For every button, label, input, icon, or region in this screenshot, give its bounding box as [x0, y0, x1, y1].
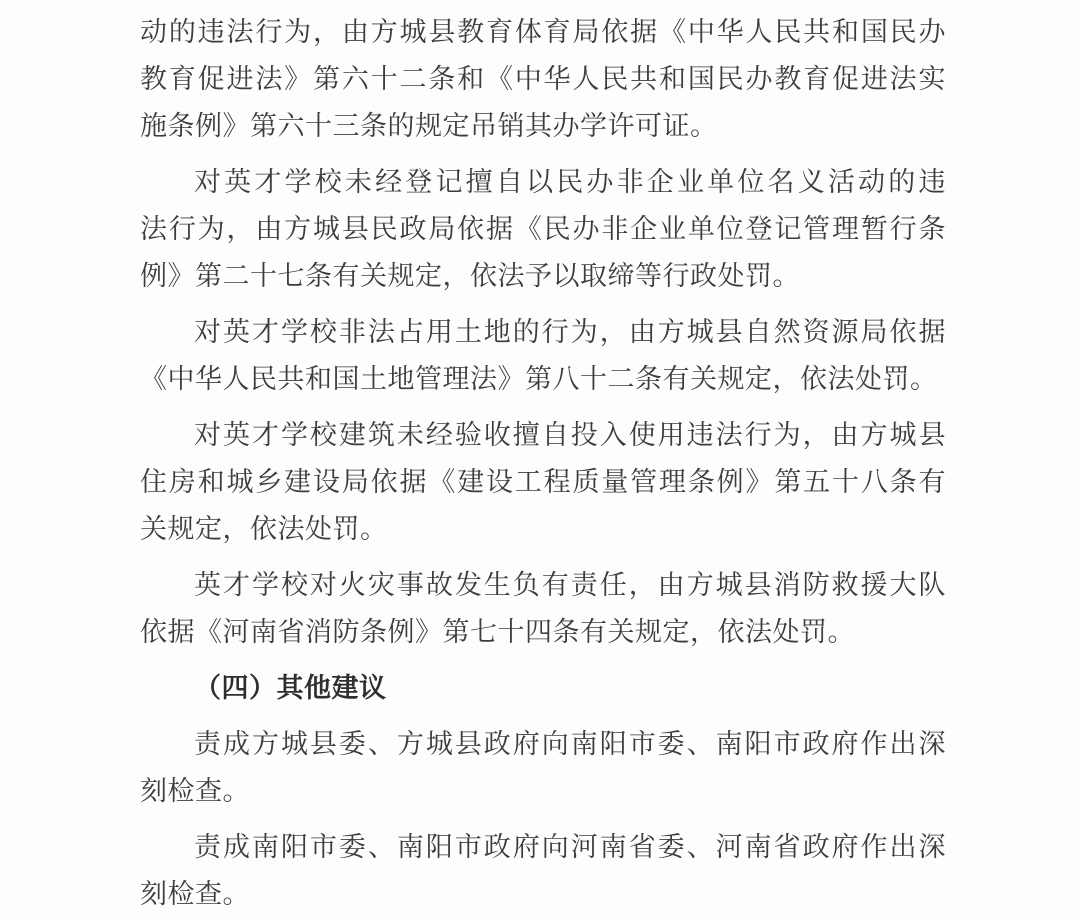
- text-line: 动的违法行为，由方城县教育体育局依据《中华人民共和国民办: [140, 17, 946, 47]
- text-line: 教育促进法》第六十二条和《中华人民共和国民办教育促进法实: [140, 64, 946, 94]
- paragraph-fangcheng-self-review: [140, 721, 946, 815]
- text-line: 关规定，依法处罚。: [140, 514, 388, 544]
- text-line: 施条例》第六十三条的规定吊销其办学许可证。: [140, 111, 718, 141]
- text-line: 刻检查。: [140, 776, 250, 806]
- text-line: 责成南阳市委、南阳市政府向河南省委、河南省政府作出深: [194, 832, 946, 862]
- text-line: 住房和城乡建设局依据《建设工程质量管理条例》第五十八条有: [140, 467, 946, 497]
- text-line: 《中华人民共和国土地管理法》第八十二条有关规定，依法处罚。: [140, 364, 938, 394]
- document-text-block: [140, 9, 946, 918]
- paragraph-revoke-school-license: [140, 9, 946, 150]
- section-heading-text: （四）其他建议: [194, 673, 387, 703]
- text-line: 对英才学校建筑未经验收擅自投入使用违法行为，由方城县: [194, 420, 946, 450]
- paragraph-land-use-penalty: [140, 309, 946, 403]
- paragraph-fire-rescue-penalty: [140, 562, 946, 656]
- text-line: 责成方城县委、方城县政府向南阳市委、南阳市政府作出深: [194, 729, 946, 759]
- text-line: 对英才学校非法占用土地的行为，由方城县自然资源局依据: [194, 317, 946, 347]
- text-line: 例》第二十七条有关规定，依法予以取缔等行政处罚。: [140, 261, 800, 291]
- text-line: 对英才学校未经登记擅自以民办非企业单位名义活动的违: [194, 167, 946, 197]
- text-line: 英才学校对火灾事故发生负有责任，由方城县消防救援大队: [194, 570, 946, 600]
- paragraph-nanyang-self-review: [140, 824, 946, 918]
- text-line: 法行为，由方城县民政局依据《民办非企业单位登记管理暂行条: [140, 214, 946, 244]
- text-line: 依据《河南省消防条例》第七十四条有关规定，依法处罚。: [140, 617, 855, 647]
- paragraph-construction-penalty: [140, 412, 946, 553]
- text-line: 刻检查。: [140, 879, 250, 909]
- paragraph-civil-affairs-penalty: [140, 159, 946, 300]
- section-heading-other-recommendations: [140, 665, 946, 712]
